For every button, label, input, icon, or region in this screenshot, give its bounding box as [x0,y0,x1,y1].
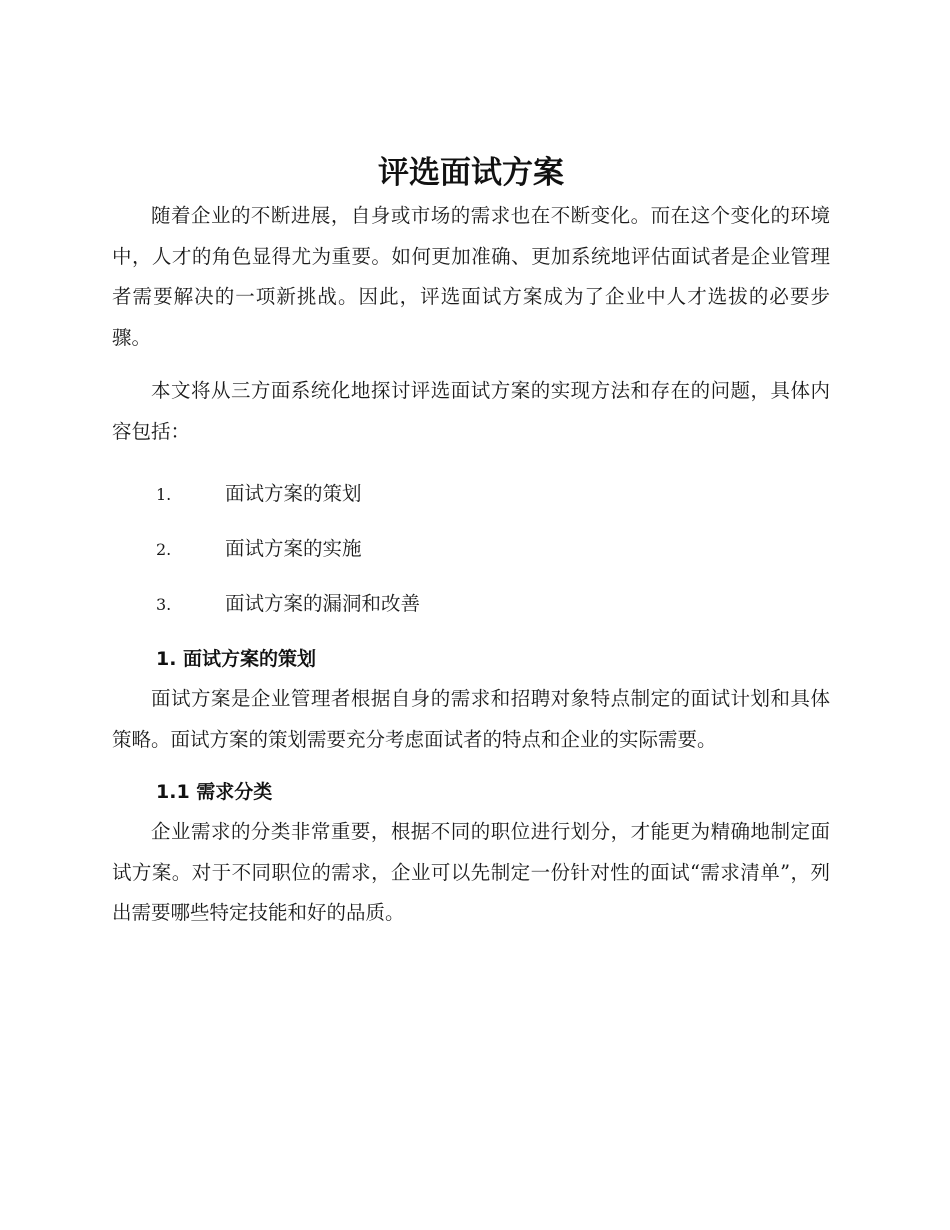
document-title: 评选面试方案 [378,155,564,191]
section-planning-paragraph: 面试方案是企业管理者根据自身的需求和招聘对象特点制定的面试计划和具体策略。面试方案的策划需要充分考虑面试者的特点和企业的实际需要。 [112,687,830,751]
list-item-number: 1. [156,485,172,504]
overview-paragraph: 本文将从三方面系统化地探讨评选面试方案的实现方法和存在的问题，具体内容包括： [112,379,830,443]
intro-paragraph: 随着企业的不断进展，自身或市场的需求也在不断变化。而在这个变化的环境中，人才的角色显得尤为重要。如何更加准确、更加系统地评估面试者是企业管理者需要解决的一项新挑战。因此，评选面试方案成为了企业中人才选拔的必要步骤。 [112,204,830,349]
list-item-text: 面试方案的漏洞和改善 [225,592,421,615]
subsection-heading-demand-classification: 1.1 需求分类 [156,781,273,803]
list-item [112,576,830,631]
list-item-number: 3. [156,595,172,614]
list-item-text: 面试方案的实施 [225,537,362,560]
subsection-demand-paragraph: 企业需求的分类非常重要，根据不同的职位进行划分，才能更为精确地制定面试方案。对于不同职位的需求，企业可以先制定一份针对性的面试“需求清单”，列出需要哪些特定技能和好的品质。 [112,820,830,924]
topic-list [112,466,830,631]
list-item-text: 面试方案的策划 [225,482,362,505]
list-item-number: 2. [156,540,172,559]
list-item [112,521,830,576]
list-item [112,466,830,521]
section-heading-planning: 1. 面试方案的策划 [156,648,317,670]
document-body [112,150,830,934]
